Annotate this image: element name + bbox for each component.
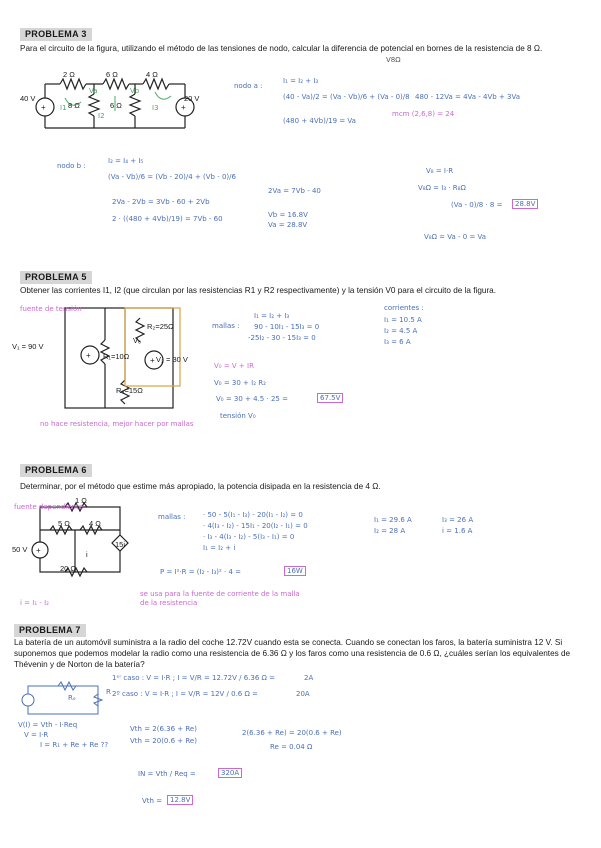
p5-mallas-eq3: -25I₂ - 30 - 15I₃ = 0: [248, 334, 316, 342]
p6-res-2: I₂ = 28 A: [374, 527, 406, 535]
p3-nodo-a-eq2: (40 - Va)/2 = (Va - Vb)/6 + (Va - 0)/8: [283, 93, 410, 101]
p6-note-mid: se usa para la fuente de corriente de la malla de la resistencia: [140, 590, 300, 607]
p3-statement: Para el circuito de la figura, utilizando el método de las tensiones de nodo, calcular la diferencia de potencial en bornes de la resistencia de 8 Ω.: [20, 44, 543, 53]
p3-r1-label: 2 Ω: [63, 70, 75, 79]
p3-answer: 28.8V: [512, 199, 538, 209]
p3-nodo-b-eq1: I₂ = I₄ + I₅: [108, 157, 144, 165]
p7-eq3: 2(6.36 + Re) = 20(0.6 + Re): [242, 729, 342, 737]
svg-text:+: +: [150, 356, 155, 365]
p6-answer: 16W: [284, 566, 306, 576]
p3-title: PROBLEMA 3: [20, 28, 92, 41]
p3-v2-label: 20 V: [184, 94, 200, 103]
p5-corr-3: I₃ = 6 A: [384, 338, 411, 346]
p5-corr-2: I₂ = 4.5 A: [384, 327, 418, 335]
p6-r2-label: 5 Ω: [58, 519, 70, 528]
p7-title: PROBLEMA 7: [14, 624, 86, 637]
p6-note-bl: i = I₁ - I₂: [20, 599, 49, 607]
svg-text:+: +: [181, 103, 186, 112]
p6-power-eq: P = I²·R = (I₂ - I₃)² · 4 =: [160, 568, 242, 576]
p5-v0-eq2: V₀ = 30 + I₂ R₂: [214, 379, 266, 387]
p6-mallas-eq3: · I₃ - 4(I₃ - I₂) - 5(I₃ - I₁) = 0: [203, 533, 295, 541]
p5-v0-eq3: V₀ = 30 + 4.5 · 25 =: [216, 395, 288, 403]
p5-v2-label: V₂ = 30 V: [156, 355, 188, 364]
p7-left-n1: V(I) = Vth - I·Req: [18, 721, 78, 729]
p3-nodo-a-note: mcm (2,6,8) = 24: [392, 110, 455, 118]
p3-right-eq3: (Va - 0)/8 · 8 =: [451, 201, 503, 209]
p6-statement: Determinar, por el método que estime más apropiado, la potencia disipada en la resistencia de 4 Ω.: [20, 482, 381, 491]
p3-v1-label: 40 V: [20, 94, 36, 103]
p3-nodo-a-label: nodo a :: [234, 82, 263, 90]
p7-left-n3: I = R₁ + Re + Re ??: [40, 741, 109, 749]
p7-case2-ans: 20A: [296, 690, 310, 698]
p6-mallas-label: mallas :: [158, 513, 186, 521]
p7-re-label: Rₑ: [68, 694, 76, 702]
p7-left-n2: V = I·R: [24, 731, 49, 739]
p3-va-label: Va: [89, 87, 98, 95]
p7-eq6-ans: 12.8V: [167, 795, 193, 805]
p6-title: PROBLEMA 6: [20, 464, 92, 477]
p5-mallas-eq2: 90 - 10I₁ - 15I₃ = 0: [254, 323, 320, 331]
p6-r4-label: 20 Ω: [60, 564, 77, 573]
p5-mallas-label: mallas :: [212, 322, 240, 330]
p5-r3-label: R₃=15Ω: [116, 386, 143, 395]
svg-text:+: +: [41, 103, 46, 112]
p3-nodo-b-res3: Va = 28.8V: [268, 221, 308, 229]
p6-r3-label: 4 Ω: [89, 519, 101, 528]
p3-i1-label: I1: [60, 104, 67, 112]
p7-circuit: [18, 680, 108, 720]
p5-r1-label: R₁=10Ω: [103, 352, 130, 361]
p5-r2-label: R₂=25Ω: [147, 322, 174, 331]
p5-v1-label: V₁ = 90 V: [12, 342, 44, 351]
p3-r4-label: 8 Ω: [68, 101, 80, 110]
p3-r3-label: 4 Ω: [146, 70, 158, 79]
p3-nodo-b-label: nodo b :: [57, 162, 86, 170]
p3-nodo-b-res1: 2Va = 7Vb - 40: [268, 187, 321, 195]
p5-note-bottom: no hace resistencia, mejor hacer por mallas: [40, 420, 194, 428]
p6-res-3: I₃ = 26 A: [442, 516, 474, 524]
p6-mallas-eq2: · 4(I₃ - I₂) - 15I₁ - 20(I₂ - I₁) = 0: [203, 522, 308, 530]
p7-eq1: Vth = 2(6.36 + Re): [130, 725, 197, 733]
p7-case1: 1ᵉʳ caso : V = I·R ; I = V/R = 12.72V / 6.36 Ω =: [112, 674, 275, 682]
p3-nodo-b-eq3: 2Va - 2Vb = 3Vb - 60 + 2Vb: [112, 198, 210, 206]
p3-nodo-a-eq3: (480 + 4Vb)/19 = Va: [283, 117, 356, 125]
p5-v0-eq4: tensión V₀: [220, 412, 256, 420]
p3-vab-note: V8Ω: [386, 56, 401, 64]
svg-text:+: +: [86, 351, 91, 360]
p6-v1-label: 50 V: [12, 545, 28, 554]
p7-eq6: Vth =: [142, 797, 163, 805]
p3-nodo-b-eq2: (Va - Vb)/6 = (Vb - 20)/4 + (Vb - 0)/6: [108, 173, 236, 181]
p5-v0-label: V₀: [133, 336, 142, 345]
p3-right-eq4: V₈Ω = Va - 0 = Va: [424, 233, 487, 241]
p5-mallas-eq1: I₁ = I₂ + I₃: [254, 312, 290, 320]
p5-answer: 67.5V: [317, 393, 343, 403]
p7-statement: La batería de un automóvil suministra a la radio del coche 12.72V cuando esta se conecta. Cuando se conectan los faros, la batería suministra 12 V. Si suponemos que podemos modelar la radio como una resistencia de 6.36 Ω y los faros como una resistencia de 0.6 Ω, ¿cuáles serían los equivalentes de Thévenin y de Norton de la batería?: [14, 638, 571, 669]
p3-right-eq2: V₈Ω = I₃ · R₈Ω: [418, 184, 466, 192]
p3-i2-label: I2: [98, 112, 105, 120]
p5-note-top: fuente de tensión: [20, 305, 82, 313]
p3-vb-label: Vb: [130, 87, 140, 95]
p3-nodo-b-eq4: 2 · ((480 + 4Vb)/19) = 7Vb - 60: [112, 215, 223, 223]
p3-nodo-b-res2: Vb = 16.8V: [268, 211, 308, 219]
p3-r2-label: 6 Ω: [106, 70, 118, 79]
p7-eq5: IN = Vth / Req =: [138, 770, 196, 778]
p7-r-label: R: [106, 688, 111, 696]
p5-v0-eq1: V₀ = V + IR: [214, 362, 254, 370]
p6-i-label: i: [86, 550, 88, 559]
p7-eq4: Re = 0.04 Ω: [270, 743, 313, 751]
p7-case1-ans: 2A: [304, 674, 314, 682]
p5-corr-1: I₁ = 10.5 A: [384, 316, 422, 324]
p5-statement: Obtener las corrientes I1, I2 (que circulan por las resistencias R1 y R2 respectivamente) y la tensión V0 para el circuito de la figura.: [20, 286, 497, 295]
p3-r5-label: 6 Ω: [110, 101, 122, 110]
p5-corr-label: corrientes :: [384, 304, 424, 312]
p6-res-4: i = 1.6 A: [442, 527, 473, 535]
p7-case2: 2º caso : V = I·R ; I = V/R = 12V / 0.6 Ω =: [112, 690, 258, 698]
p6-res-1: I₁ = 29.6 A: [374, 516, 412, 524]
p6-note-top: fuente dependiente: [14, 503, 84, 511]
p3-nodo-a-eq1: I₁ = I₂ + I₃: [283, 77, 319, 85]
p6-r1-label: 1 Ω: [75, 496, 87, 505]
svg-text:+: +: [36, 546, 41, 555]
p3-nodo-a-side1: 480 - 12Va = 4Va - 4Vb + 3Va: [415, 93, 521, 101]
p7-eq2: Vth = 20(0.6 + Re): [130, 737, 197, 745]
p6-mallas-eq4: I₁ = I₂ + i: [203, 544, 236, 552]
p6-is-label: 15i: [115, 540, 126, 549]
p3-i3-label: I3: [152, 104, 159, 112]
p3-right-eq1: V₈ = I·R: [426, 167, 454, 175]
p6-mallas-eq1: · 50 - 5(I₁ - I₃) - 20(I₁ - I₂) = 0: [203, 511, 303, 519]
p7-eq5-ans: 320A: [218, 768, 242, 778]
p5-title: PROBLEMA 5: [20, 271, 92, 284]
